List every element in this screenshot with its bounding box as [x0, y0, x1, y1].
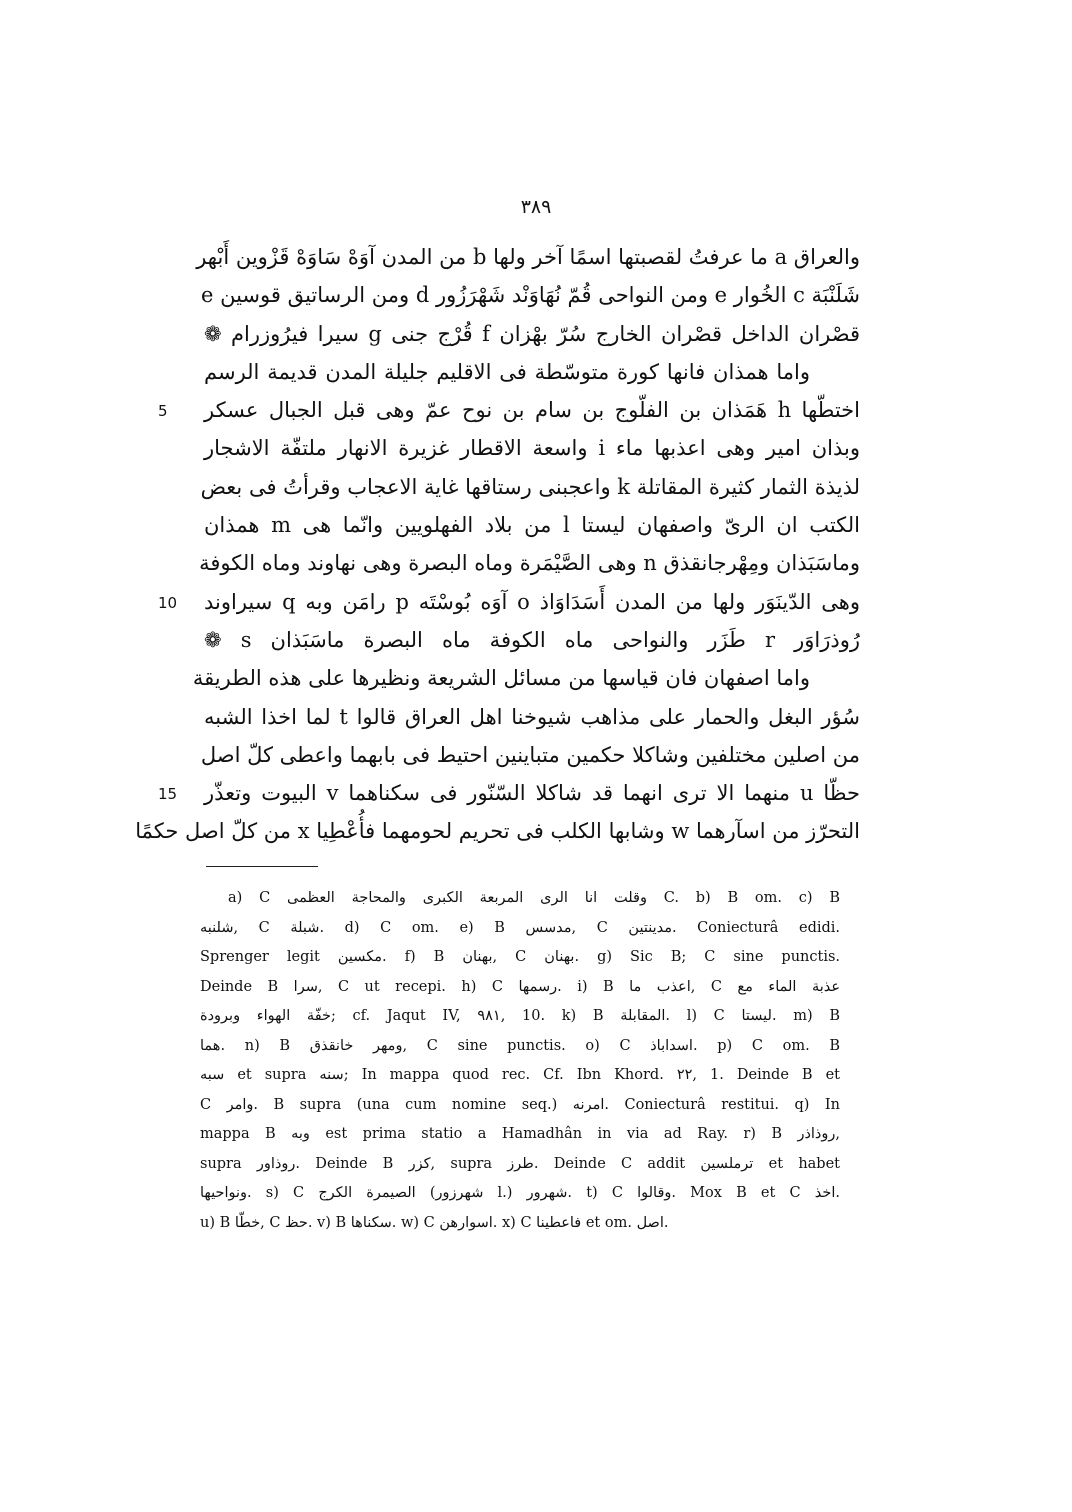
line-number-marker: 5 [158, 402, 168, 421]
footnote-line: supra روذاور. Deinde B كزر, supra طرز. Deinde C addit ترملسين et habet [200, 1155, 840, 1172]
footnote-line: ونواحيها. s) C الصيمرة الكرج (شهرزور l.) شهرور. t) C وقالوا. Mox B et C اخذ. [200, 1185, 840, 1201]
footnote-line: u) B خطّا, C حظ. v) B سكناها. w) C اسوارهن. x) C فاعطينا et om. اصل. [200, 1214, 669, 1231]
text-line [204, 506, 860, 544]
page-number: ٣٨٩ [520, 196, 552, 218]
text-line-content: وبذان امير وهى اعذبها ماء i واسعة الاقطار غزيرة الانهار ملتفّة الاشجار [204, 436, 860, 461]
footnote-line: شلنبه, C شبلة. d) C om. e) B مدسس, C مدينتين. Coniecturâ edidi. [200, 919, 841, 936]
text-line [200, 468, 860, 506]
text-line-content: رُوذرَاوَر r طَزَر والنواحى ماه الكوفة ماه البصرة ماسَبَذان s ❁ [204, 627, 860, 652]
text-line-content: قصْران الداخل قصْران الخارج سُرّ بهْزان f قُرْج جنى g سيرا فيرُوزرام ❁ [204, 321, 860, 346]
text-line [204, 583, 860, 621]
footnote-separator [206, 866, 318, 867]
footnotes [200, 884, 840, 1238]
footnote-line: Sprenger legit مكسين. f) B بهنان, C بهنان. g) Sic B; C sine punctis. [200, 949, 841, 965]
footnote-line: خفّة الهواء وبرودة; cf. Jaqut IV, ٩٨١, 10. k) B المقابلة. l) C ليستا. m) B [200, 1008, 841, 1024]
text-line-content: واما همذان فانها كورة متوسّطة فى الاقليم جليلة المدن قديمة الرسم [204, 359, 810, 384]
text-line-content: من اصلين مختلفين وشاكلا حكمين متباينين احتيط فى بابهما واعطى كلّ اصل [200, 742, 860, 767]
text-line [204, 315, 860, 353]
text-line-content: سُؤر البغل والحمار على مذاهب شيوخنا اهل العراق قالوا t لما اخذا الشبه [204, 704, 861, 729]
text-line [135, 812, 860, 850]
text-line [204, 391, 860, 429]
text-line-content: اختطّها h هَمَذان بن الفلّوج بن سام بن نوح عمّ وهى قبل الجبال عسكر [204, 398, 860, 423]
main-text-body [135, 238, 861, 851]
text-line-content: وهى الدّينَوَر ولها من المدن أَسَدَاوَاذ o آوَه بُوسْتَه p رامَن وبه q سيراوند [204, 589, 861, 614]
footnote-line: سبه et supra سنه; In mappa quod rec. Cf. Ibn Khord. ٢٢, 1. Deinde B et [200, 1067, 840, 1083]
text-line [204, 429, 860, 467]
text-line [199, 544, 860, 582]
footnote-line: هما. n) B ومهر خانقذق, C sine punctis. o) C اسداباذ. p) C om. B [200, 1037, 840, 1054]
text-line [196, 238, 860, 276]
text-line-content: حظّا u منهما الا ترى انهما قد شاكلا السّنّور فى سكناهما v البيوت وتعذّر [204, 781, 860, 806]
footnote-line: Deinde B سرا, C ut recepi. h) C رسمها. i) B اعذب ما, C عذبة الماء مع [200, 978, 841, 995]
text-line-content: التحرّز من اسآرهما w وشابها الكلب فى تحريم لحومهما فأُعْطِيا x من كلّ اصل حكمًا [135, 819, 860, 844]
text-line [192, 659, 860, 697]
text-line-content: وماسَبَذان ومِهْرجانقذق n وهى الصَّيْمَرة وماه البصرة وهى نهاوند وماه الكوفة [199, 551, 860, 576]
text-line-content: الكتب ان الرىّ واصفهان ليستا l من بلاد الفهلويين وانّما هى m همذان [204, 513, 861, 538]
text-line [204, 353, 860, 391]
text-line [204, 698, 860, 736]
text-line-content: والعراق a ما عرفتُ لقصبتها اسمًا آخر ولها b من المدن آوَهْ سَاوَهْ قَزْوين أَبْهر [196, 245, 860, 269]
footnote-line: mappa B وبه est prima statio a Hamadhân in via ad Ray. r) B روذاذر, [200, 1126, 840, 1142]
text-line [204, 774, 860, 812]
text-line-content: واما اصفهان فان قياسها من مسائل الشريعة ونظيرها على هذه الطريقة [192, 666, 810, 691]
line-number-marker: 10 [158, 593, 178, 612]
footnote-line: a) C وقلت انا الرى المربعة الكبرى والمحاجة العظمى C. b) B om. c) B [228, 890, 840, 906]
text-line [200, 276, 860, 314]
footnote-line: C وامر. B supra (una cum nomine seq.) امرنه. Coniecturâ restitui. q) In [200, 1096, 840, 1113]
text-line [204, 621, 860, 659]
line-number-marker: 15 [158, 785, 178, 804]
text-line-content: شَلَنْبَة c الخُوار e ومن النواحى قُمّ نُهَاوَنْد شَهْرَزُور d ومن الرساتيق قوسين e [200, 283, 860, 308]
text-line-content: لذيذة الثمار كثيرة المقاتلة k واعجبنى رستاقها غاية الاعجاب وقرأتُ فى بعض [200, 474, 860, 499]
text-line [200, 736, 860, 774]
